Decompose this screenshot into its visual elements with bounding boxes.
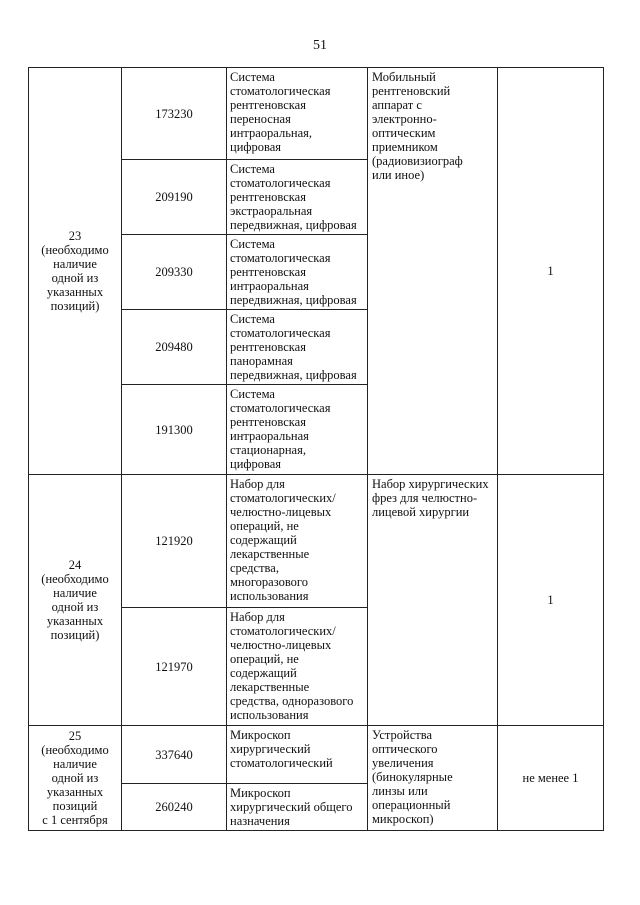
position-number-cell: 23 (необходимо наличие одной из указанных позиций): [29, 68, 122, 475]
item-code-cell: 337640: [122, 726, 227, 784]
item-name-cell: Система стоматологическая рентгеновская интраоральная стационарная, цифровая: [227, 385, 368, 475]
item-name-cell: Система стоматологическая рентгеновская переносная интраоральная, цифровая: [227, 68, 368, 160]
requirement-cell: Мобильный рентгеновский аппарат с электронно- оптическим приемником (радиовизиограф или иное): [368, 68, 498, 475]
item-code-cell: 209480: [122, 310, 227, 385]
item-code-cell: 121920: [122, 475, 227, 608]
item-name-cell: Микроскоп хирургический стоматологический: [227, 726, 368, 784]
item-code-cell: 121970: [122, 608, 227, 726]
item-code-cell: 173230: [122, 68, 227, 160]
item-code-cell: 260240: [122, 784, 227, 831]
item-code-cell: 191300: [122, 385, 227, 475]
item-name-cell: Набор для стоматологических/ челюстно-лицевых операций, не содержащий лекарственные средства, многоразового использования: [227, 475, 368, 608]
item-name-cell: Система стоматологическая рентгеновская экстраоральная передвижная, цифровая: [227, 160, 368, 235]
item-name-cell: Микроскоп хирургический общего назначения: [227, 784, 368, 831]
quantity-cell: 1: [498, 68, 604, 475]
position-number-cell: 25 (необходимо наличие одной из указанных позиций с 1 сентября: [29, 726, 122, 831]
quantity-cell: 1: [498, 475, 604, 726]
item-code-cell: 209330: [122, 235, 227, 310]
table-row: [29, 475, 604, 608]
quantity-cell: не менее 1: [498, 726, 604, 831]
item-name-cell: Система стоматологическая рентгеновская интраоральная передвижная, цифровая: [227, 235, 368, 310]
table-row: [29, 726, 604, 784]
item-code-cell: 209190: [122, 160, 227, 235]
item-name-cell: Система стоматологическая рентгеновская панорамная передвижная, цифровая: [227, 310, 368, 385]
requirement-cell: Устройства оптического увеличения (бинокулярные линзы или операционный микроскоп): [368, 726, 498, 831]
equipment-table: [28, 67, 604, 831]
position-number-cell: 24 (необходимо наличие одной из указанных позиций): [29, 475, 122, 726]
page-number: 51: [313, 38, 327, 53]
item-name-cell: Набор для стоматологических/ челюстно-лицевых операций, не содержащий лекарственные средства, одноразового использования: [227, 608, 368, 726]
table-row: [29, 68, 604, 160]
requirement-cell: Набор хирургических фрез для челюстно- лицевой хирургии: [368, 475, 498, 726]
